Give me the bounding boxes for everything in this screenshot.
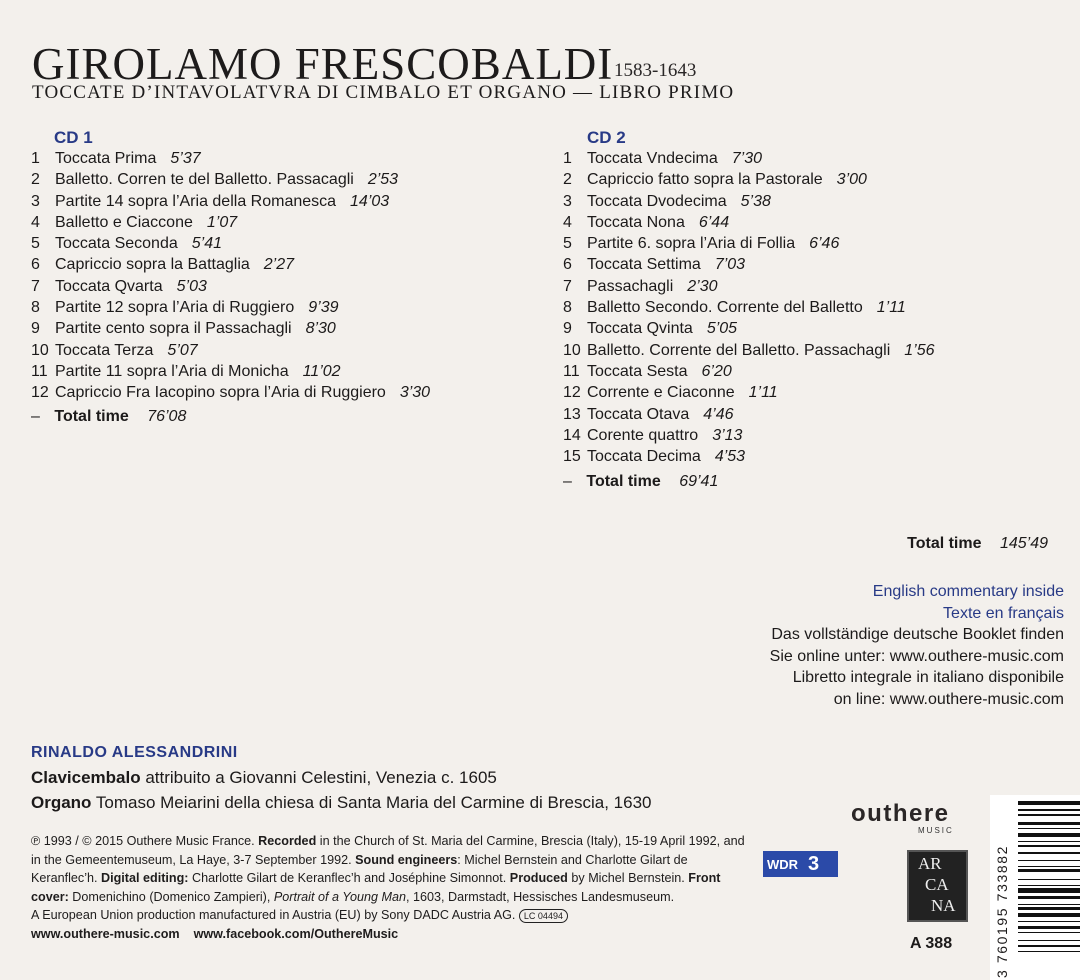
- facebook-link[interactable]: www.facebook.com/OuthereMusic: [193, 926, 399, 941]
- track-entry: [587, 297, 906, 318]
- barcode-bar: [1018, 921, 1080, 922]
- copyright-text: ℗ 1993 / © 2015 Outhere Music France.: [31, 834, 259, 848]
- track-number: 8: [563, 299, 572, 317]
- barcode-bar: [1018, 945, 1080, 946]
- recorded-label: Recorded: [258, 834, 317, 848]
- german-note-2: Sie online unter: www.outhere-music.com: [769, 647, 1064, 665]
- cd2-heading: CD 2: [587, 128, 626, 147]
- wdr3-logo: [763, 851, 838, 877]
- cover-text: Domenichino (Domenico Zampieri),: [68, 889, 274, 904]
- catalog-number: A 388: [910, 935, 953, 952]
- track-duration: 4’53: [714, 448, 746, 466]
- track-entry: [55, 361, 341, 382]
- track-entry: [587, 425, 742, 446]
- track-number: 4: [563, 213, 572, 231]
- barcode-bar: [1018, 845, 1080, 848]
- editing-label: Digital editing:: [101, 871, 189, 885]
- track-duration: 5’41: [191, 235, 222, 253]
- eu-production-line: A European Union production manufactured in Austria (EU) by Sony DADC Austria AG.: [31, 908, 516, 922]
- track-duration: 3’13: [712, 426, 743, 444]
- track-duration: 14’03: [350, 192, 390, 210]
- german-note-1: Das vollständige deutsche Booklet finden: [771, 626, 1064, 643]
- track-duration: 7’03: [714, 256, 746, 274]
- track-number: 5: [563, 235, 572, 253]
- arcana-line-1: AR: [918, 854, 942, 873]
- track-title: Toccata Dvodecima: [587, 192, 727, 210]
- instrument1-text: attribuito a Giovanni Celestini, Venezia c. 1605: [140, 768, 497, 787]
- track-title: Toccata Qvarta: [55, 277, 163, 295]
- track-title: Balletto. Corrente del Balletto. Passachagli: [587, 341, 891, 359]
- track-title: Toccata Nona: [587, 213, 685, 231]
- track-title: Corrente e Ciaconne: [587, 384, 735, 402]
- track-title: Partite 14 sopra l’Aria della Romanesca: [55, 192, 337, 210]
- instrument-organ: [31, 793, 651, 813]
- lc-code-badge: LC 04494: [519, 909, 568, 923]
- track-title: Toccata Prima: [55, 150, 157, 167]
- track-duration: 11’02: [302, 362, 341, 380]
- editing-text: Charlotte Gilart de Keranflec’h and Joséphine Simonnot.: [188, 871, 510, 885]
- barcode-number: 3 760195 733882: [994, 845, 1010, 978]
- cd1-total-time: 76’08: [147, 408, 187, 425]
- track-number: 15: [563, 448, 581, 466]
- track-entry: [587, 404, 734, 425]
- track-number: 2: [31, 171, 40, 189]
- track-entry: [55, 318, 336, 339]
- track-entry: [587, 318, 737, 339]
- track-title: Partite cento sopra il Passachagli: [55, 320, 292, 338]
- barcode-bar: [1018, 866, 1080, 867]
- track-duration: 7’30: [731, 150, 762, 167]
- track-number: 10: [31, 341, 49, 359]
- cover-title: Portrait of a Young Man: [273, 889, 406, 904]
- barcode-bar: [1018, 869, 1080, 872]
- track-duration: 3’30: [399, 384, 431, 402]
- track-number: 9: [31, 320, 40, 338]
- track-title: Toccata Sesta: [587, 362, 688, 380]
- barcode-bar: [1018, 841, 1080, 842]
- english-note: English commentary inside: [872, 583, 1064, 600]
- language-info: [770, 581, 1064, 710]
- instrument2-label: Organo: [31, 793, 92, 812]
- track-entry: [587, 148, 762, 169]
- cd1-total: [31, 408, 186, 426]
- engineers-text: : Michel Bernstein and Charlotte Gilart de Keranflec’h.: [31, 852, 688, 885]
- track-entry: [55, 340, 198, 361]
- wdr-number: 3: [808, 852, 820, 875]
- track-title: Toccata Settima: [587, 256, 701, 274]
- barcode-bar: [1018, 885, 1080, 886]
- track-number: 2: [563, 171, 572, 189]
- track-duration: 5’03: [176, 277, 207, 295]
- track-title: Toccata Decima: [587, 448, 701, 466]
- cd2-total: [563, 473, 718, 491]
- track-entry: [587, 276, 718, 297]
- track-number: 14: [563, 426, 581, 444]
- cd2-total-dash: –: [563, 473, 572, 490]
- track-duration: 3’00: [836, 171, 867, 189]
- outhere-logo: outhere: [851, 800, 950, 827]
- track-duration: 5’37: [170, 150, 201, 167]
- cover-label: Front cover:: [31, 871, 721, 904]
- grand-total: [907, 535, 1048, 553]
- barcode-bar: [1018, 932, 1080, 933]
- italian-note-2: on line: www.outhere-music.com: [833, 690, 1064, 708]
- barcode-bar: [1018, 913, 1080, 917]
- barcode-bar: [1018, 888, 1080, 892]
- barcode-bar: [1018, 904, 1080, 905]
- arcana-logo: [907, 850, 968, 922]
- track-number: 1: [31, 150, 40, 167]
- track-title: Partite 11 sopra l’Aria di Monicha: [55, 362, 289, 380]
- barcode-bar: [1018, 814, 1080, 815]
- track-number: 8: [31, 299, 40, 317]
- track-number: 11: [563, 362, 580, 380]
- track-number: 6: [31, 256, 40, 274]
- cd2-total-label: Total time: [586, 473, 661, 490]
- barcode-bar: [1018, 801, 1080, 805]
- grand-total-time: 145’49: [999, 535, 1048, 552]
- barcode-bar: [1018, 907, 1080, 910]
- cover-rest: , 1603, Darmstadt, Hessisches Landesmuseum.: [405, 889, 675, 904]
- track-number: 7: [31, 277, 40, 295]
- track-entry: [55, 382, 430, 403]
- track-number: 7: [563, 277, 572, 295]
- performer-name: RINALDO ALESSANDRINI: [31, 744, 238, 761]
- cd1-heading: CD 1: [54, 128, 93, 147]
- cd1-total-dash: –: [31, 408, 40, 425]
- instrument-harpsichord: [31, 768, 497, 788]
- track-number: 4: [31, 213, 40, 231]
- work-subtitle: TOCCATE D’INTAVOLATVRA DI CIMBALO ET ORGANO — LIBRO PRIMO: [32, 82, 735, 103]
- track-duration: 6’20: [701, 362, 732, 380]
- track-entry: [55, 169, 398, 190]
- track-entry: [55, 212, 237, 233]
- barcode-digits: [990, 828, 1012, 978]
- track-duration: 2’27: [263, 256, 295, 274]
- track-entry: [55, 148, 201, 169]
- recorded-text: in the Church of St. Maria del Carmine, Brescia (Italy), 15-19 April 1992, and in the Gemeentemuseum, La Haye, 3-7 September 1992.: [31, 834, 745, 867]
- track-entry: [587, 212, 729, 233]
- track-entry: [587, 382, 778, 403]
- track-title: Partite 12 sopra l’Aria di Ruggiero: [55, 299, 295, 317]
- track-entry: [587, 233, 839, 254]
- track-duration: 5’38: [740, 192, 771, 210]
- instrument1-label: Clavicembalo: [31, 768, 141, 787]
- composer-title: GIROLAMO FRESCOBALDI: [32, 39, 614, 89]
- track-title: Toccata Seconda: [55, 235, 178, 253]
- track-number: 3: [31, 192, 40, 210]
- barcode-bar: [1018, 879, 1080, 880]
- track-title: Toccata Otava: [587, 405, 690, 423]
- track-title: Balletto. Corren te del Balletto. Passacagli: [55, 171, 354, 189]
- track-title: Toccata Terza: [55, 341, 154, 359]
- track-entry: [587, 191, 771, 212]
- barcode-bar: [1018, 828, 1080, 829]
- track-entry: [587, 340, 935, 361]
- track-title: Balletto Secondo. Corrente del Balletto: [587, 299, 863, 317]
- instrument2-text: Tomaso Meiarini della chiesa di Santa Maria del Carmine di Brescia, 1630: [91, 793, 652, 812]
- barcode-bar: [1018, 896, 1080, 899]
- track-title: Capriccio fatto sopra la Pastorale: [587, 171, 823, 189]
- barcode-bar: [1018, 822, 1080, 825]
- barcode-bar: [1018, 809, 1080, 812]
- track-title: Capriccio Fra Iacopino sopra l’Aria di Ruggiero: [55, 384, 386, 402]
- track-number: 11: [31, 362, 48, 380]
- track-entry: [55, 276, 207, 297]
- track-duration: 2’30: [687, 277, 718, 295]
- track-number: 1: [563, 150, 572, 167]
- produced-text: by Michel Bernstein.: [567, 871, 689, 885]
- track-entry: [55, 254, 294, 275]
- wdr-text: WDR: [767, 856, 799, 872]
- track-entry: [587, 446, 745, 467]
- track-duration: 5’07: [167, 341, 198, 359]
- track-number: 9: [563, 320, 572, 338]
- barcode-bar: [1018, 926, 1080, 929]
- track-title: Corente quattro: [587, 426, 699, 444]
- engineers-label: Sound engineers: [355, 852, 458, 867]
- track-duration: 9’39: [308, 299, 339, 317]
- barcode-bar: [1018, 951, 1080, 952]
- track-title: Capriccio sopra la Battaglia: [55, 256, 250, 274]
- arcana-line-3: NA: [931, 896, 956, 915]
- track-title: Balletto e Ciaccone: [55, 213, 193, 231]
- track-number: 10: [563, 341, 581, 359]
- track-entry: [55, 233, 222, 254]
- outhere-music-sub: MUSIC: [918, 826, 954, 835]
- track-number: 12: [563, 384, 581, 402]
- track-duration: 8’30: [305, 320, 336, 338]
- track-duration: 1’11: [876, 299, 906, 317]
- track-duration: 5’05: [706, 320, 738, 338]
- track-duration: 1’07: [206, 213, 238, 231]
- cd1-total-label: Total time: [54, 408, 129, 425]
- barcode-bar: [1018, 860, 1080, 861]
- barcode-bar: [1018, 833, 1080, 837]
- grand-total-label: Total time: [907, 535, 982, 552]
- credits-block: [31, 832, 751, 943]
- track-title: Toccata Vndecima: [587, 150, 718, 167]
- track-duration: 2’53: [367, 171, 399, 189]
- italian-note-1: Libretto integrale in italiano disponibile: [792, 669, 1064, 686]
- track-number: 3: [563, 192, 572, 210]
- arcana-line-2: CA: [925, 875, 949, 894]
- cd2-total-time: 69’41: [679, 473, 719, 490]
- track-entry: [55, 297, 338, 318]
- track-duration: 6’46: [809, 235, 840, 253]
- produced-label: Produced: [509, 871, 568, 885]
- french-note: Texte en français: [943, 604, 1064, 622]
- track-title: Partite 6. sopra l’Aria di Follia: [587, 235, 796, 253]
- track-entry: [587, 169, 867, 190]
- barcode-bar: [1018, 852, 1080, 853]
- composer-dates: 1583-1643: [614, 60, 697, 81]
- website-link[interactable]: www.outhere-music.com: [31, 926, 180, 941]
- track-duration: 4’46: [703, 405, 734, 423]
- barcode-bar: [1018, 940, 1080, 941]
- track-entry: [55, 191, 389, 212]
- track-number: 12: [31, 384, 49, 402]
- track-number: 5: [31, 235, 40, 253]
- track-entry: [587, 361, 732, 382]
- track-entry: [587, 254, 745, 275]
- track-duration: 6’44: [698, 213, 730, 231]
- track-number: 13: [563, 405, 581, 423]
- track-duration: 1’11: [748, 384, 778, 402]
- track-duration: 1’56: [904, 341, 935, 359]
- track-title: Passachagli: [587, 277, 674, 295]
- track-title: Toccata Qvinta: [587, 320, 693, 338]
- track-number: 6: [563, 256, 572, 274]
